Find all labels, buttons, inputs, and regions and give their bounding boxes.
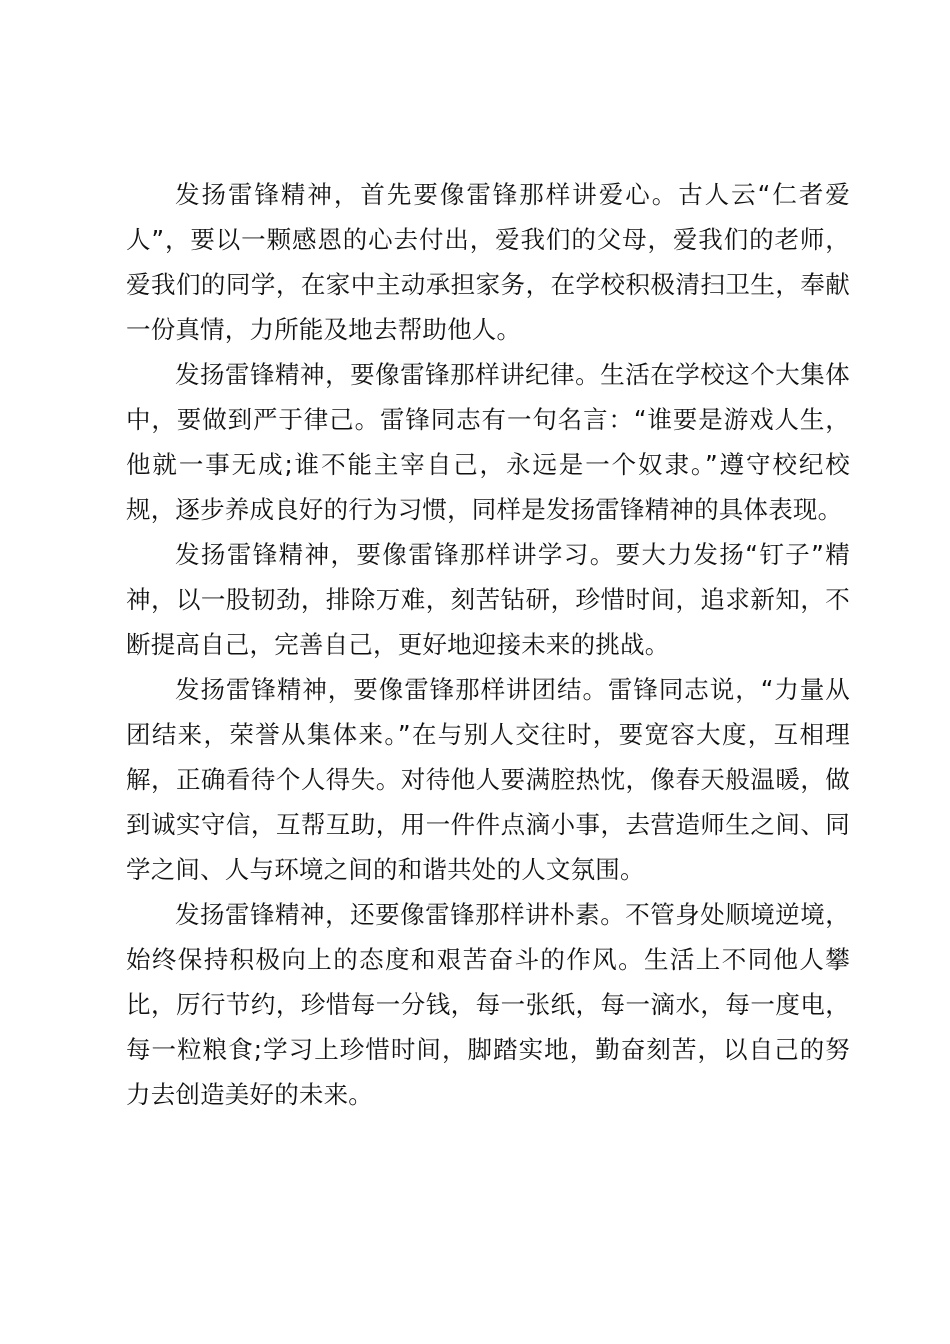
paragraph-love: 发扬雷锋精神，首先要像雷锋那样讲爱心。古人云“仁者爱人”，要以一颗感恩的心去付出，爱我们的父母，爱我们的老师，爱我们的同学，在家中主动承担家务，在学校积极清扫卫生，奉献一份真情，力所能及地去帮助他人。 — [126, 180, 850, 344]
paragraph-study: 发扬雷锋精神，要像雷锋那样讲学习。要大力发扬“钉子”精神，以一股韧劲，排除万难，刻苦钻研，珍惜时间，追求新知，不断提高自己，完善自己，更好地迎接未来的挑战。 — [126, 540, 850, 659]
paragraph-discipline: 发扬雷锋精神，要像雷锋那样讲纪律。生活在学校这个大集体中，要做到严于律己。雷锋同志有一句名言：“谁要是游戏人生，他就一事无成;谁不能主宰自己，永远是一个奴隶。”遵守校纪校规，逐步养成良好的行为习惯，同样是发扬雷锋精神的具体表现。 — [126, 360, 850, 524]
paragraph-unity: 发扬雷锋精神，要像雷锋那样讲团结。雷锋同志说，“力量从团结来，荣誉从集体来。”在与别人交往时，要宽容大度，互相理解，正确看待个人得失。对待他人要满腔热忱，像春天般温暖，做到诚实守信，互帮互助，用一件件点滴小事，去营造师生之间、同学之间、人与环境之间的和谐共处的人文氛围。 — [126, 675, 850, 884]
document-body — [126, 172, 850, 1117]
paragraph-simplicity: 发扬雷锋精神，还要像雷锋那样讲朴素。不管身处顺境逆境，始终保持积极向上的态度和艰苦奋斗的作风。生活上不同他人攀比，厉行节约，珍惜每一分钱，每一张纸，每一滴水，每一度电，每一粒粮食;学习上珍惜时间，脚踏实地，勤奋刻苦，以自己的努力去创造美好的未来。 — [126, 900, 850, 1109]
